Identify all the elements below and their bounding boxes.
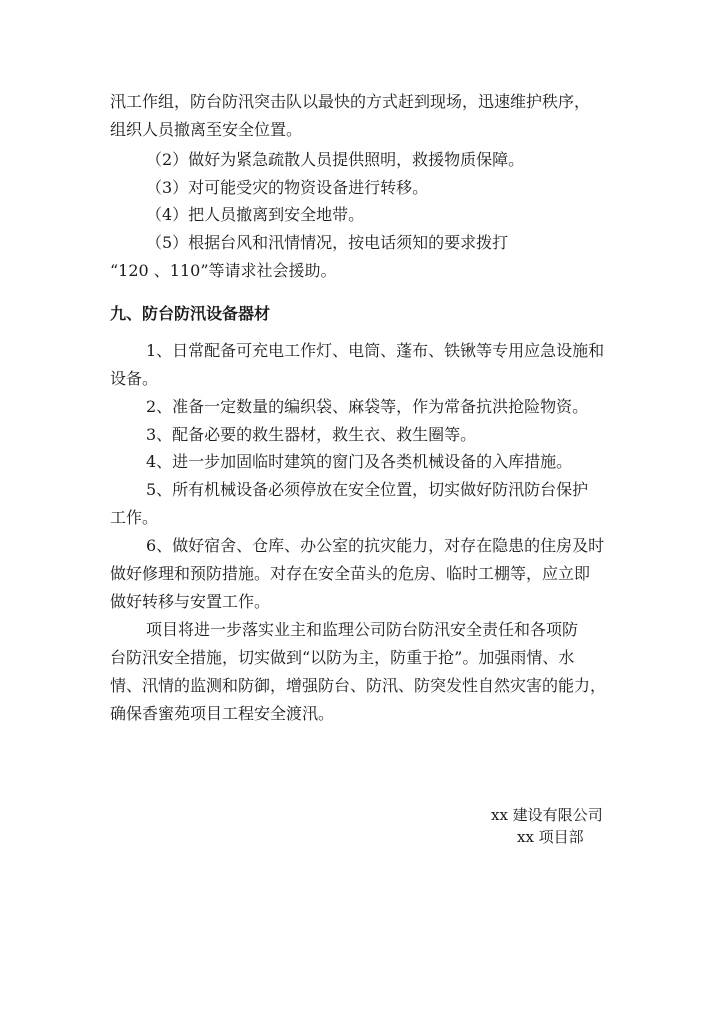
closing-line-2: 台防汛安全措施，切实做到“以防为主，防重于抢”。加强雨情、水 — [110, 648, 575, 667]
measure-item-5-line-1: （5）根据台风和汛情情况，按电话须知的要求拨打 — [146, 233, 509, 252]
closing-line-4: 确保香蜜苑项目工程安全渡汛。 — [110, 704, 335, 723]
signature-company: xx 建设有限公司 — [491, 806, 603, 824]
equipment-item-6-line-1: 6、做好宿舍、仓库、办公室的抗灾能力，对存在隐患的住房及时 — [146, 536, 605, 555]
measure-item-5-line-2: “120 、110”等请求社会援助。 — [110, 261, 337, 280]
equipment-item-4: 4、进一步加固临时建筑的窗门及各类机械设备的入库措施。 — [146, 452, 573, 471]
equipment-item-1-line-2: 设备。 — [110, 369, 159, 388]
measure-item-3: （3）对可能受灾的物资设备进行转移。 — [146, 178, 429, 197]
closing-line-3: 情、汛情的监测和防御，增强防台、防汛、防突发性自然灾害的能力， — [110, 676, 607, 695]
equipment-item-2: 2、准备一定数量的编织袋、麻袋等，作为常备抗洪抢险物资。 — [146, 397, 589, 416]
closing-line-1: 项目将进一步落实业主和监理公司防台防汛安全责任和各项防 — [146, 620, 579, 639]
equipment-item-6-line-3: 做好转移与安置工作。 — [110, 592, 271, 611]
measure-item-2: （2）做好为紧急疏散人员提供照明，救援物质保障。 — [146, 150, 525, 169]
equipment-item-3: 3、配备必要的救生器材，救生衣、救生圈等。 — [146, 425, 477, 444]
intro-line-2: 组织人员撤离至安全位置。 — [110, 120, 303, 139]
signature-department: xx 项目部 — [517, 828, 584, 846]
measure-item-4: （4）把人员撤离到安全地带。 — [146, 205, 365, 224]
equipment-item-1-line-1: 1、日常配备可充电工作灯、电筒、蓬布、铁锹等专用应急设施和 — [146, 341, 605, 360]
intro-line-1: 汛工作组，防台防汛突击队以最快的方式赶到现场，迅速维护秩序， — [110, 92, 591, 111]
equipment-item-5-line-2: 工作。 — [110, 508, 159, 527]
equipment-item-6-line-2: 做好修理和预防措施。对存在安全苗头的危房、临时工棚等，应立即 — [110, 564, 591, 583]
equipment-item-5-line-1: 5、所有机械设备必须停放在安全位置，切实做好防汛防台保护 — [146, 480, 589, 499]
section-heading: 九、防台防汛设备器材 — [110, 304, 271, 323]
